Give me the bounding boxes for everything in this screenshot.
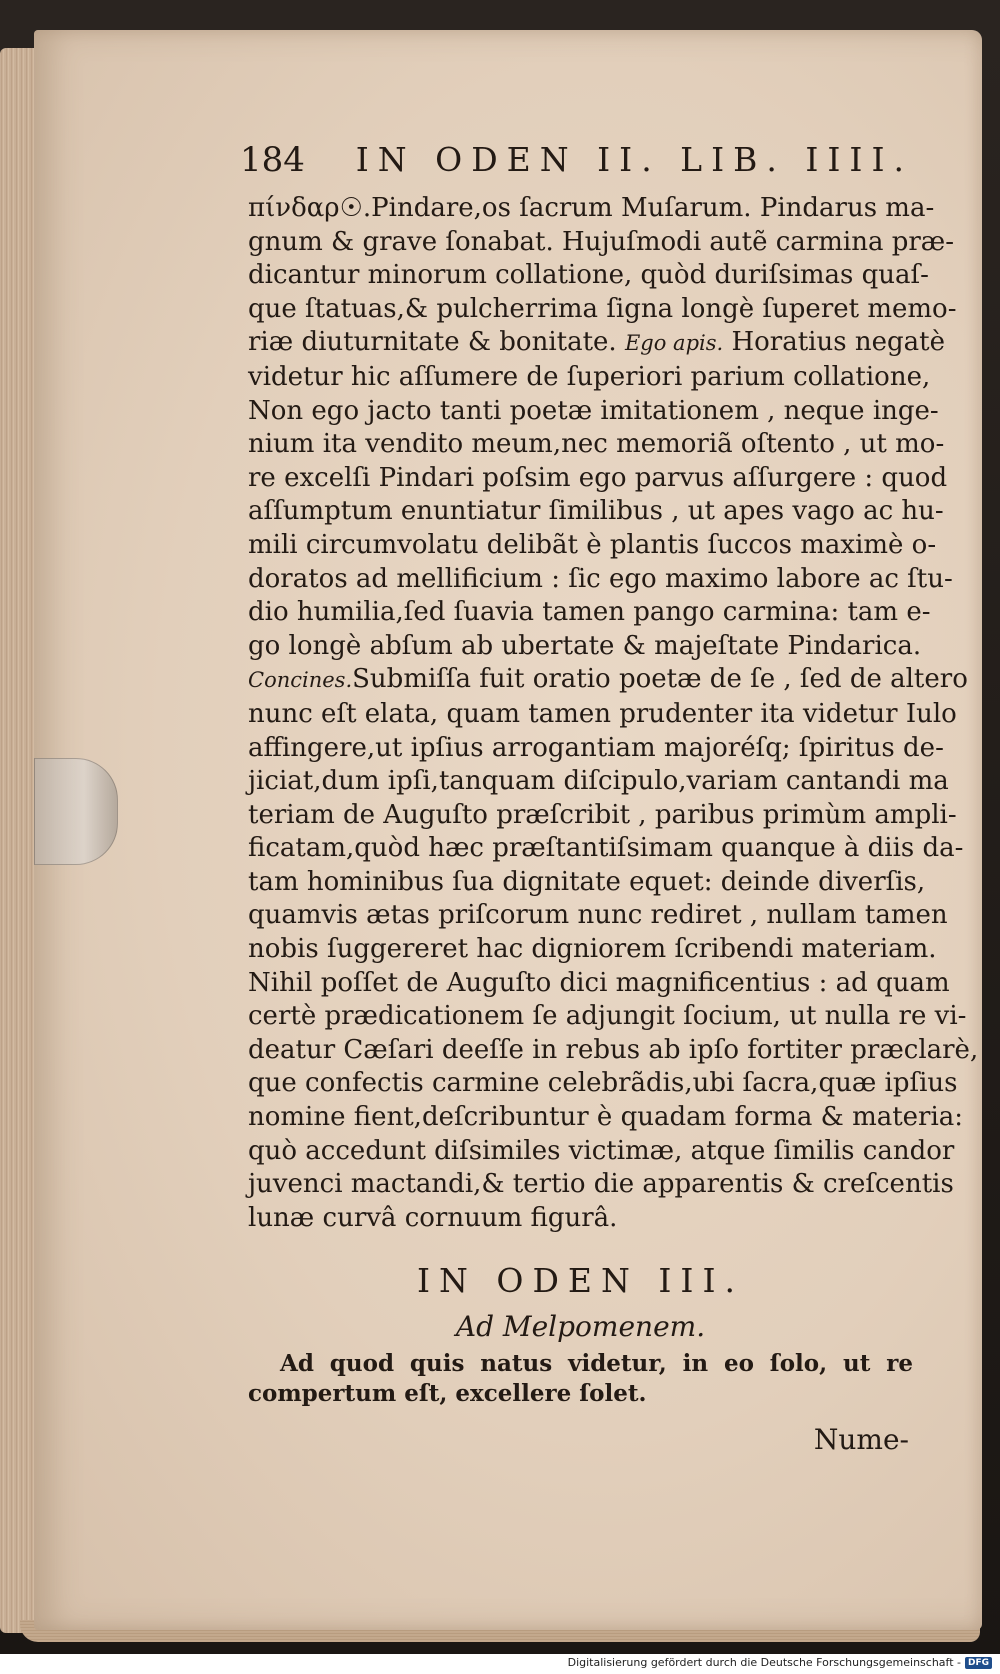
text-line: aſſumptum enuntiatur ſimilibus , ut apes vago ac hu- [248, 496, 944, 527]
digitization-footer [0, 1654, 1000, 1674]
catchword: Nume- [813, 1423, 909, 1457]
text-line: Concines.Submiſſa fuit oratio poetæ de ſe , ſed de altero [248, 664, 968, 695]
footer-credit-group [568, 1656, 992, 1669]
text-line: dicantur minorum collatione, quòd duriſsimas quaſ- [248, 260, 929, 291]
book-clip-icon [34, 758, 118, 865]
text-line: tam hominibus ſua dignitate equet: deinde diverſis, [248, 866, 926, 897]
text-line: re excelſi Pindari poſsim ego parvus aſſurgere : quod [248, 462, 948, 493]
text-line: ficatam,quòd hæc præſtantiſsimam quanque à diis da- [248, 833, 964, 864]
section-subtitle: Ad Melpomenem. [455, 1310, 706, 1344]
text-line: videtur hic aſſumere de ſuperiori parium collatione, [248, 361, 931, 392]
text-line: certè prædicationem ſe adjungit ſocium, ut nulla re vi- [248, 1001, 967, 1032]
dfg-logo-icon: DFG [965, 1657, 992, 1669]
lemma: Ego apis. [624, 331, 724, 356]
commentary-body [248, 192, 979, 1235]
page-text-block [240, 140, 979, 1457]
text-line: jiciat,dum ipſi,tanquam diſcipulo,variam cantandi ma [248, 766, 949, 797]
text-line: juvenci mactandi,& tertio die apparentis & creſcentis [248, 1169, 954, 1200]
text-line: teriam de Auguſto præſcribit , paribus primùm ampli- [248, 799, 957, 830]
running-head [240, 140, 913, 192]
text-line: πίνδαρ☉.Pindare,os ſacrum Muſarum. Pindarus ma- [248, 193, 935, 223]
text-line: quò accedunt diſsimiles victimæ, atque ſimilis candor [248, 1135, 955, 1166]
text-line: nomine fient,deſcribuntur è quadam forma & materia: [248, 1102, 964, 1133]
text-line: lunæ curvâ cornuum figurâ. [248, 1202, 618, 1233]
text-line: deatur Cæſari deeſſe in rebus ab ipſo fortiter præclarè, [248, 1034, 979, 1065]
text-line: quamvis ætas priſcorum nunc rediret , nullam tamen [248, 900, 948, 931]
text-line: Non ego jacto tanti poetæ imitationem , neque inge- [248, 395, 939, 426]
text-line: nobis ſuggereret hac digniorem ſcribendi materiam. [248, 934, 937, 965]
running-head-title: IN ODEN II. LIB. IIII. [355, 140, 913, 179]
ode-argument: Ad quod quis natus videtur, in eo ſolo, ut re compertum eſt, excellere ſolet. [248, 1350, 913, 1408]
text-line: Nihil poſſet de Auguſto dici magnificentius : ad quam [248, 967, 950, 998]
text-line: riæ diuturnitate & bonitate. Ego apis. Horatius negatè [248, 327, 945, 358]
text-line: gnum & grave ſonabat. Hujuſmodi autẽ carmina præ- [248, 226, 955, 257]
section-title: IN ODEN III. [417, 1261, 744, 1301]
text-line: doratos ad mellificium : ſic ego maximo labore ac ſtu- [248, 563, 953, 594]
text-line: que confectis carmine celebrãdis,ubi ſacra,quæ ipſius [248, 1068, 958, 1099]
text-line: nium ita vendito meum,nec memoriã oſtento , ut mo- [248, 429, 945, 460]
text-line: mili circumvolatu delibãt è plantis ſuccos maximè o- [248, 529, 937, 560]
footer-credit: Digitalisierung gefördert durch die Deutsche Forschungsgemeinschaft - [567, 1656, 961, 1669]
text-line: affingere,ut ipſius arrogantiam majoréſq; ſpiritus de- [248, 732, 944, 763]
text-line: dio humilia,ſed ſuavia tamen pango carmina: tam e- [248, 597, 931, 628]
text-line: nunc eſt elata, quam tamen prudenter ita videtur Iulo [248, 698, 957, 729]
text-line: que ſtatuas,& pulcherrima ſigna longè ſuperet memo- [248, 293, 957, 324]
page-number: 184 [240, 140, 305, 180]
text-line: go longè abſum ab ubertate & majeſtate Pindarica. [248, 630, 922, 661]
lemma: Concines. [248, 668, 353, 693]
